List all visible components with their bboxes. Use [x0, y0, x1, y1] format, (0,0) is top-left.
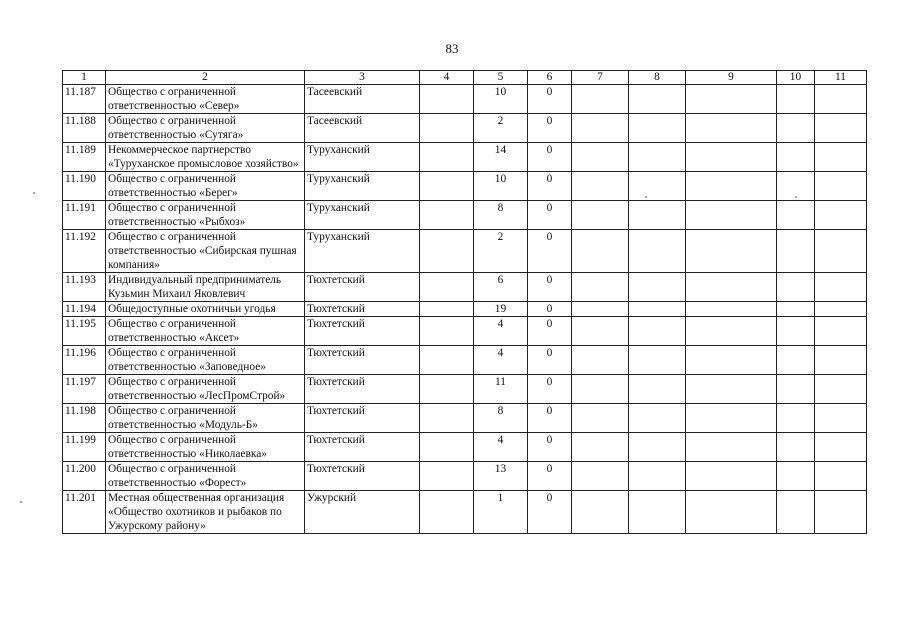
district-cell: Тасеевский	[305, 85, 420, 114]
empty-cell-col9	[686, 143, 777, 172]
empty-cell-col10	[777, 491, 815, 534]
col6-value-cell: 0	[528, 491, 572, 534]
column-header-2: 2	[106, 71, 305, 85]
organization-name-cell: Индивидуальный предприниматель Кузьмин Михаил Яковлевич	[106, 273, 305, 302]
col4-cell	[420, 143, 474, 172]
empty-cell-col11	[815, 85, 867, 114]
column-header-4: 4	[420, 71, 474, 85]
row-number-cell: 11.196	[63, 346, 106, 375]
col4-cell	[420, 433, 474, 462]
header-row	[63, 71, 867, 85]
column-header-1: 1	[63, 71, 106, 85]
empty-cell-col7	[572, 462, 629, 491]
table-body	[63, 85, 867, 534]
organization-name-cell: Общедоступные охотничьи угодья	[106, 302, 305, 317]
page-number: 83	[445, 41, 459, 56]
district-cell: Тюхтетский	[305, 375, 420, 404]
organization-name-cell: Общество с ограниченной ответственностью «ЛесПромСтрой»	[106, 375, 305, 404]
column-header-10: 10	[777, 71, 815, 85]
col6-value-cell: 0	[528, 114, 572, 143]
organization-name-cell: Общество с ограниченной ответственностью «Сутяга»	[106, 114, 305, 143]
organization-name-cell: Общество с ограниченной ответственностью «Север»	[106, 85, 305, 114]
table-row	[63, 346, 867, 375]
col6-value-cell: 0	[528, 302, 572, 317]
empty-cell-col8	[629, 433, 686, 462]
district-cell: Ужурский	[305, 491, 420, 534]
row-number-cell: 11.200	[63, 462, 106, 491]
col5-value-cell: 8	[474, 201, 528, 230]
empty-cell-col9	[686, 433, 777, 462]
col6-value-cell: 0	[528, 317, 572, 346]
empty-cell-col11	[815, 375, 867, 404]
col6-value-cell: 0	[528, 143, 572, 172]
empty-cell-col10	[777, 404, 815, 433]
empty-cell-col7	[572, 85, 629, 114]
empty-cell-col11	[815, 201, 867, 230]
empty-cell-col9	[686, 85, 777, 114]
organization-name-cell: Общество с ограниченной ответственностью «Модуль-Б»	[106, 404, 305, 433]
col4-cell	[420, 172, 474, 201]
row-number-cell: 11.187	[63, 85, 106, 114]
organization-name-cell: Общество с ограниченной ответственностью «Рыбхоз»	[106, 201, 305, 230]
empty-cell-col7	[572, 491, 629, 534]
col5-value-cell: 1	[474, 491, 528, 534]
col5-value-cell: 2	[474, 230, 528, 273]
empty-cell-col8	[629, 143, 686, 172]
empty-cell-col11	[815, 404, 867, 433]
empty-cell-col10	[777, 375, 815, 404]
empty-cell-col7	[572, 143, 629, 172]
district-cell: Тюхтетский	[305, 317, 420, 346]
col4-cell	[420, 404, 474, 433]
empty-cell-col10	[777, 230, 815, 273]
empty-cell-col7	[572, 273, 629, 302]
empty-cell-col10	[777, 114, 815, 143]
empty-cell-col7	[572, 302, 629, 317]
col4-cell	[420, 230, 474, 273]
row-number-cell: 11.199	[63, 433, 106, 462]
empty-cell-col9	[686, 404, 777, 433]
empty-cell-col7	[572, 433, 629, 462]
col6-value-cell: 0	[528, 201, 572, 230]
row-number-cell: 11.195	[63, 317, 106, 346]
empty-cell-col10	[777, 143, 815, 172]
col5-value-cell: 14	[474, 143, 528, 172]
district-cell: Туруханский	[305, 172, 420, 201]
table-row	[63, 317, 867, 346]
organization-name-cell: Общество с ограниченной ответственностью «Форест»	[106, 462, 305, 491]
scan-speck	[795, 196, 797, 198]
col5-value-cell: 8	[474, 404, 528, 433]
scan-speck	[20, 501, 22, 503]
table-row	[63, 462, 867, 491]
col5-value-cell: 4	[474, 433, 528, 462]
col5-value-cell: 13	[474, 462, 528, 491]
col5-value-cell: 19	[474, 302, 528, 317]
district-cell: Туруханский	[305, 230, 420, 273]
table-row	[63, 201, 867, 230]
empty-cell-col9	[686, 201, 777, 230]
empty-cell-col11	[815, 302, 867, 317]
organization-name-cell: Местная общественная организация «Общество охотников и рыбаков по Ужурскому району»	[106, 491, 305, 534]
organization-name-cell: Общество с ограниченной ответственностью «Аксет»	[106, 317, 305, 346]
column-header-11: 11	[815, 71, 867, 85]
table-row	[63, 230, 867, 273]
district-cell: Тюхтетский	[305, 302, 420, 317]
row-number-cell: 11.190	[63, 172, 106, 201]
col6-value-cell: 0	[528, 404, 572, 433]
col4-cell	[420, 375, 474, 404]
empty-cell-col8	[629, 85, 686, 114]
table-row	[63, 433, 867, 462]
district-cell: Тюхтетский	[305, 462, 420, 491]
empty-cell-col10	[777, 273, 815, 302]
organization-name-cell: Общество с ограниченной ответственностью «Берег»	[106, 172, 305, 201]
empty-cell-col11	[815, 273, 867, 302]
district-cell: Тасеевский	[305, 114, 420, 143]
row-number-cell: 11.198	[63, 404, 106, 433]
empty-cell-col7	[572, 114, 629, 143]
col4-cell	[420, 317, 474, 346]
col6-value-cell: 0	[528, 462, 572, 491]
empty-cell-col9	[686, 346, 777, 375]
col4-cell	[420, 201, 474, 230]
table-row	[63, 302, 867, 317]
col5-value-cell: 10	[474, 172, 528, 201]
col6-value-cell: 0	[528, 273, 572, 302]
empty-cell-col11	[815, 114, 867, 143]
empty-cell-col10	[777, 85, 815, 114]
col5-value-cell: 4	[474, 317, 528, 346]
empty-cell-col7	[572, 317, 629, 346]
empty-cell-col8	[629, 273, 686, 302]
empty-cell-col10	[777, 317, 815, 346]
district-cell: Туруханский	[305, 143, 420, 172]
col4-cell	[420, 302, 474, 317]
empty-cell-col9	[686, 462, 777, 491]
col5-value-cell: 11	[474, 375, 528, 404]
scan-speck	[645, 196, 647, 198]
district-cell: Тюхтетский	[305, 433, 420, 462]
scan-speck	[33, 192, 35, 194]
table-row	[63, 85, 867, 114]
column-header-5: 5	[474, 71, 528, 85]
data-table	[62, 70, 867, 534]
empty-cell-col9	[686, 230, 777, 273]
empty-cell-col11	[815, 143, 867, 172]
empty-cell-col8	[629, 172, 686, 201]
empty-cell-col10	[777, 201, 815, 230]
empty-cell-col7	[572, 346, 629, 375]
column-header-9: 9	[686, 71, 777, 85]
empty-cell-col10	[777, 302, 815, 317]
empty-cell-col11	[815, 462, 867, 491]
col5-value-cell: 6	[474, 273, 528, 302]
empty-cell-col7	[572, 230, 629, 273]
col6-value-cell: 0	[528, 172, 572, 201]
organization-name-cell: Общество с ограниченной ответственностью «Заповедное»	[106, 346, 305, 375]
row-number-cell: 11.192	[63, 230, 106, 273]
column-header-3: 3	[305, 71, 420, 85]
empty-cell-col8	[629, 346, 686, 375]
empty-cell-col8	[629, 491, 686, 534]
empty-cell-col8	[629, 317, 686, 346]
row-number-cell: 11.193	[63, 273, 106, 302]
col4-cell	[420, 462, 474, 491]
empty-cell-col9	[686, 375, 777, 404]
table-row	[63, 114, 867, 143]
col5-value-cell: 2	[474, 114, 528, 143]
column-header-7: 7	[572, 71, 629, 85]
empty-cell-col7	[572, 201, 629, 230]
col6-value-cell: 0	[528, 433, 572, 462]
empty-cell-col11	[815, 346, 867, 375]
organization-name-cell: Общество с ограниченной ответственностью «Сибирская пушная компания»	[106, 230, 305, 273]
row-number-cell: 11.191	[63, 201, 106, 230]
empty-cell-col11	[815, 172, 867, 201]
row-number-cell: 11.197	[63, 375, 106, 404]
organization-name-cell: Некоммерческое партнерство «Туруханское промысловое хозяйство»	[106, 143, 305, 172]
col4-cell	[420, 346, 474, 375]
column-header-6: 6	[528, 71, 572, 85]
district-cell: Тюхтетский	[305, 404, 420, 433]
empty-cell-col11	[815, 230, 867, 273]
empty-cell-col9	[686, 302, 777, 317]
col6-value-cell: 0	[528, 85, 572, 114]
empty-cell-col8	[629, 201, 686, 230]
table-row	[63, 172, 867, 201]
empty-cell-col8	[629, 404, 686, 433]
col6-value-cell: 0	[528, 375, 572, 404]
col5-value-cell: 4	[474, 346, 528, 375]
col4-cell	[420, 85, 474, 114]
empty-cell-col10	[777, 346, 815, 375]
district-cell: Туруханский	[305, 201, 420, 230]
row-number-cell: 11.188	[63, 114, 106, 143]
table-row	[63, 273, 867, 302]
col6-value-cell: 0	[528, 230, 572, 273]
col4-cell	[420, 273, 474, 302]
empty-cell-col8	[629, 375, 686, 404]
row-number-cell: 11.194	[63, 302, 106, 317]
empty-cell-col9	[686, 491, 777, 534]
empty-cell-col10	[777, 462, 815, 491]
empty-cell-col7	[572, 404, 629, 433]
row-number-cell: 11.201	[63, 491, 106, 534]
empty-cell-col11	[815, 317, 867, 346]
empty-cell-col9	[686, 114, 777, 143]
col5-value-cell: 10	[474, 85, 528, 114]
empty-cell-col11	[815, 433, 867, 462]
empty-cell-col8	[629, 230, 686, 273]
row-number-cell: 11.189	[63, 143, 106, 172]
empty-cell-col8	[629, 462, 686, 491]
empty-cell-col8	[629, 114, 686, 143]
table-row	[63, 143, 867, 172]
empty-cell-col11	[815, 491, 867, 534]
empty-cell-col7	[572, 172, 629, 201]
district-cell: Тюхтетский	[305, 346, 420, 375]
col4-cell	[420, 114, 474, 143]
column-header-8: 8	[629, 71, 686, 85]
empty-cell-col9	[686, 273, 777, 302]
empty-cell-col9	[686, 172, 777, 201]
table-row	[63, 404, 867, 433]
empty-cell-col10	[777, 433, 815, 462]
col6-value-cell: 0	[528, 346, 572, 375]
organization-name-cell: Общество с ограниченной ответственностью «Николаевка»	[106, 433, 305, 462]
table-row	[63, 375, 867, 404]
col4-cell	[420, 491, 474, 534]
empty-cell-col7	[572, 375, 629, 404]
empty-cell-col9	[686, 317, 777, 346]
empty-cell-col8	[629, 302, 686, 317]
table-row	[63, 491, 867, 534]
district-cell: Тюхтетский	[305, 273, 420, 302]
